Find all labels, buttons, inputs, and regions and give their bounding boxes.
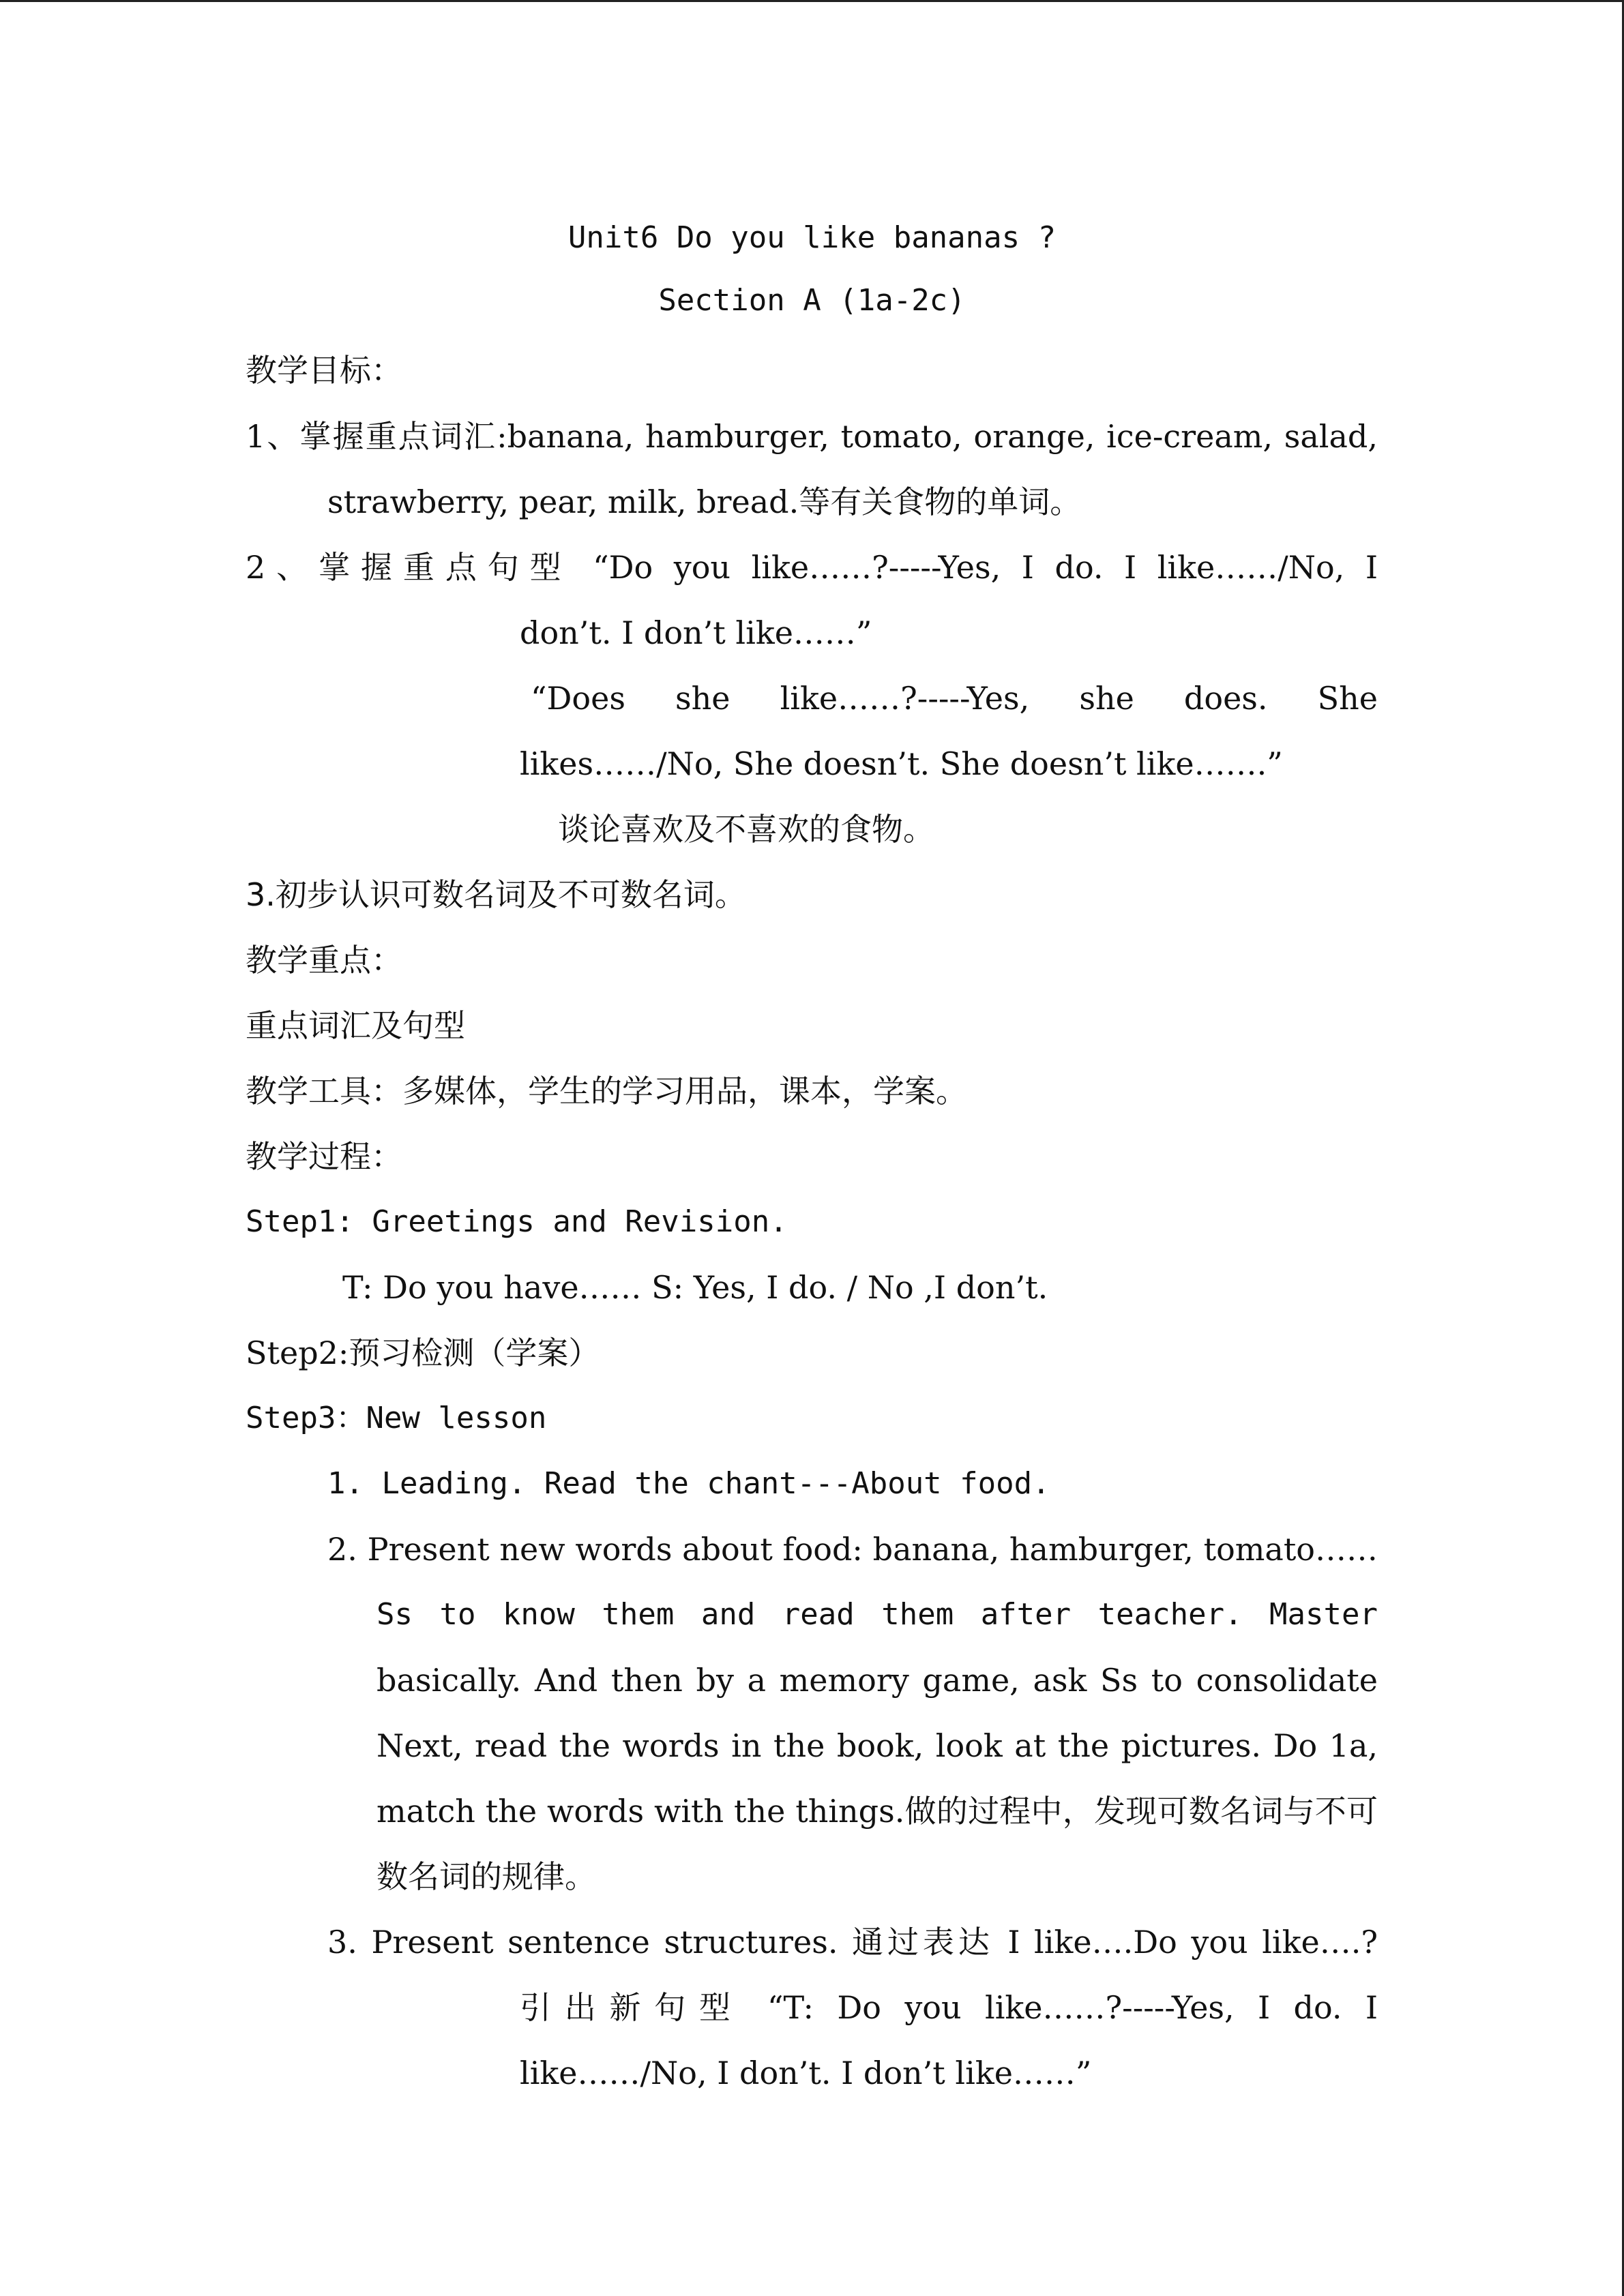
title-unit: Unit6 Do you like bananas ? [567, 220, 1057, 255]
step-3-item-3-line-2: 引出新句型 “T: Do you like……?-----Yes, I do. I [520, 1989, 1378, 2026]
step-3: Step3：New lesson [246, 1401, 547, 1435]
objective-1-line-2: strawberry, pear, milk, bread.等有关食物的单词。 [327, 483, 1082, 520]
objective-2-line-5: 谈论喜欢及不喜欢的食物。 [558, 811, 934, 848]
step-3-item-3-line-1: 3. Present sentence structures. 通过表达 I like….Do you like….? [327, 1924, 1378, 1960]
step-3-item-3-line-3: like……/No, I don’t. I don’t like……” [520, 2055, 1092, 2091]
step-3-item-2-line-5: match the words with the things.做的过程中，发现可数名词与不可 [377, 1793, 1378, 1830]
step-3-item-2-line-6: 数名词的规律。 [377, 1858, 596, 1895]
objective-2-line-2: don’t. I don’t like……” [520, 614, 872, 651]
title-section: Section A (1a-2c) [658, 283, 966, 318]
teaching-tools: 教学工具：多媒体，学生的学习用品，课本，学案。 [246, 1073, 967, 1109]
objective-2-line-3: “Does she like……?-----Yes, she does. She [531, 680, 1378, 717]
step-3-item-2-line-4: Next, read the words in the book, look at the pictures. Do 1a, [377, 1727, 1378, 1764]
step-3-item-2-line-1: 2. Present new words about food: banana, hamburger, tomato…… [327, 1531, 1378, 1568]
key-points-content: 重点词汇及句型 [246, 1007, 465, 1044]
process-heading: 教学过程： [246, 1138, 402, 1175]
step-1: Step1: Greetings and Revision. [246, 1204, 788, 1239]
objective-3: 3.初步认识可数名词及不可数名词。 [246, 876, 746, 913]
step-3-item-2-line-2: Ss to know them and read them after teacher. Master [377, 1597, 1378, 1632]
step-3-item-2-line-3: basically. And then by a memory game, ask Ss to consolidate [377, 1662, 1378, 1699]
objective-2-line-4: likes……/No, She doesn’t. She doesn’t like…….” [520, 745, 1283, 782]
step-3-item-1: 1. Leading. Read the chant---About food. [327, 1466, 1050, 1501]
objective-2-line-1: 2、掌握重点句型 “Do you like……?-----Yes, I do. I like……/No, I [246, 549, 1378, 586]
objective-1-line-1: 1、掌握重点词汇:banana, hamburger, tomato, orange, ice-cream, salad, [246, 418, 1378, 455]
step-1-dialog: T: Do you have…… S: Yes, I do. / No ,I don’t. [342, 1269, 1048, 1306]
key-points-heading: 教学重点： [246, 942, 402, 979]
objectives-heading: 教学目标： [246, 352, 402, 389]
step-2: Step2:预习检测（学案） [246, 1335, 600, 1371]
